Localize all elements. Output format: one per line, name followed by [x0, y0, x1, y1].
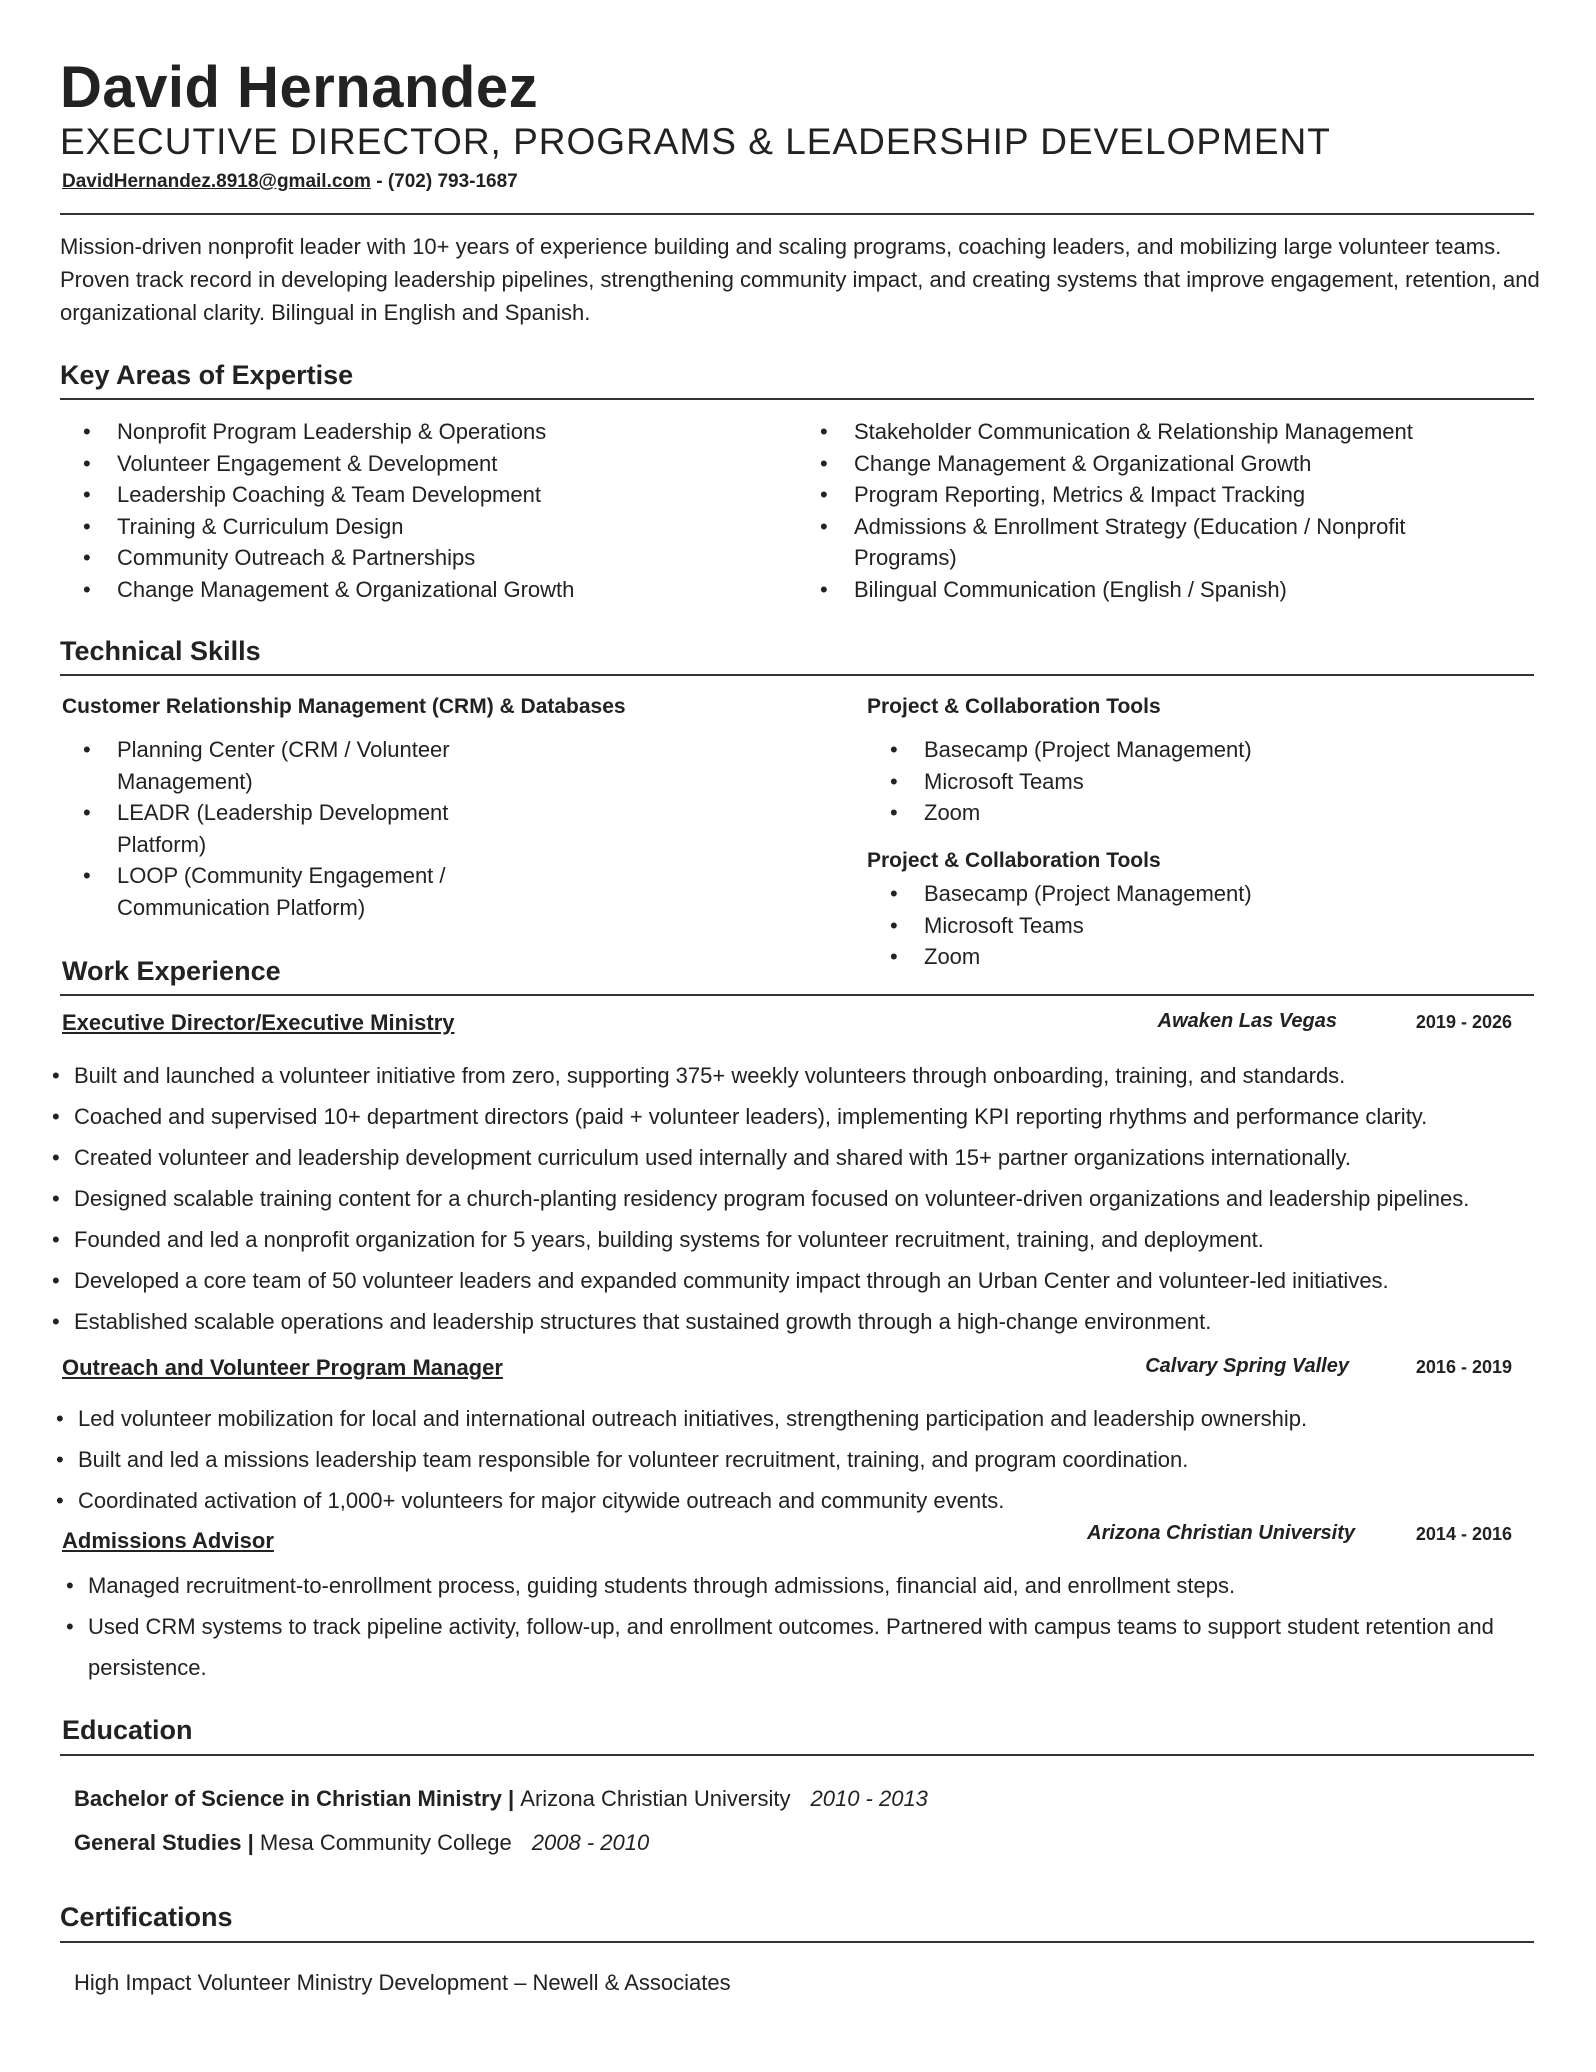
list-item: • Led volunteer mobilization for local and international outreach initiatives, strengthening participation and leadership ownership.: [56, 1398, 1536, 1439]
separator: |: [501, 1786, 521, 1811]
certifications-divider: [60, 1941, 1534, 1943]
header-divider: [60, 213, 1534, 215]
experience-heading: Work Experience: [62, 956, 281, 986]
job-header: [62, 1010, 1512, 1040]
expertise-divider: [60, 398, 1534, 400]
job-title: Executive Director/Executive Ministry: [62, 1010, 455, 1035]
crm-heading: Customer Relationship Management (CRM) & Databases: [62, 695, 626, 718]
job-organization: Calvary Spring Valley: [1145, 1355, 1349, 1377]
education-divider: [60, 1754, 1534, 1756]
expertise-heading: Key Areas of Expertise: [60, 360, 354, 390]
list-item: • Program Reporting, Metrics & Impact Tracking: [797, 479, 1497, 511]
list-item: • Built and launched a volunteer initiative from zero, supporting 375+ weekly volunteers through onboarding, training, and standards.: [52, 1055, 1552, 1096]
list-item: • Basecamp (Project Management): [867, 878, 1467, 910]
list-item: • Microsoft Teams: [867, 910, 1467, 942]
separator: |: [241, 1830, 260, 1855]
list-item: • Coordinated activation of 1,000+ volunteers for major citywide outreach and community events.: [56, 1480, 1536, 1521]
list-item: • Built and led a missions leadership team responsible for volunteer recruitment, training, and program coordination.: [56, 1439, 1536, 1480]
job-title: Outreach and Volunteer Program Manager: [62, 1355, 503, 1380]
list-item: • LEADR (Leadership Development Platform): [60, 797, 490, 860]
summary-text: Mission-driven nonprofit leader with 10+ years of experience building and scaling programs, coaching leaders, and mobilizing large volunteer teams. Proven track record in developing leadership pipelines, strengthening community impact, and creating systems that improve engagement, retention, and organizational clarity. Bilingual in English and Spanish.: [60, 234, 1540, 325]
list-item: • Leadership Coaching & Team Development: [60, 479, 760, 511]
list-item: • Change Management & Organizational Growth: [797, 448, 1497, 480]
tools-list-2: [867, 878, 1467, 973]
list-item: • Microsoft Teams: [867, 766, 1467, 798]
expertise-list-right: [797, 416, 1497, 605]
candidate-title: EXECUTIVE DIRECTOR, PROGRAMS & LEADERSHIP DEVELOPMENT: [60, 121, 1331, 162]
list-item: • Created volunteer and leadership development curriculum used internally and shared with 15+ partner organizations internationally.: [52, 1137, 1552, 1178]
job-years: 2014 - 2016: [1415, 1524, 1512, 1544]
list-item: • Change Management & Organizational Growth: [60, 574, 760, 606]
experience-divider: [60, 994, 1534, 996]
certifications-heading: Certifications: [60, 1902, 233, 1932]
expertise-list-left: [60, 416, 760, 605]
job-years: 2019 - 2026: [1415, 1012, 1512, 1032]
degree: Bachelor of Science in Christian Ministry: [74, 1786, 502, 1811]
tools-heading-1: Project & Collaboration Tools: [867, 695, 1161, 718]
list-item: • Founded and led a nonprofit organization for 5 years, building systems for volunteer recruitment, training, and deployment.: [52, 1219, 1552, 1260]
job-bullets: [66, 1565, 1546, 1688]
list-item: • Used CRM systems to track pipeline activity, follow-up, and enrollment outcomes. Partnered with campus teams to support student retention and persistence.: [66, 1606, 1546, 1688]
list-item: • Established scalable operations and leadership structures that sustained growth through a high-change environment.: [52, 1301, 1552, 1342]
degree: General Studies: [74, 1830, 242, 1855]
education-years: 2010 - 2013: [810, 1786, 928, 1811]
crm-list: [60, 734, 490, 923]
list-item: • Community Outreach & Partnerships: [60, 542, 760, 574]
education-item: [74, 1830, 649, 1856]
list-item: • Training & Curriculum Design: [60, 511, 760, 543]
job-bullets: [56, 1398, 1536, 1521]
list-item: • Volunteer Engagement & Development: [60, 448, 760, 480]
list-item: • Managed recruitment-to-enrollment process, guiding students through admissions, financial aid, and enrollment steps.: [66, 1565, 1546, 1606]
list-item: • Basecamp (Project Management): [867, 734, 1467, 766]
tools-heading-2: Project & Collaboration Tools: [867, 849, 1161, 872]
job-organization: Awaken Las Vegas: [1157, 1010, 1337, 1032]
school: Mesa Community College: [259, 1830, 512, 1855]
school: Arizona Christian University: [520, 1786, 791, 1811]
list-item: • Developed a core team of 50 volunteer leaders and expanded community impact through an Urban Center and volunteer-led initiatives.: [52, 1260, 1552, 1301]
list-item: • Nonprofit Program Leadership & Operations: [60, 416, 760, 448]
education-heading: Education: [62, 1715, 193, 1745]
candidate-name: David Hernandez: [60, 55, 539, 120]
list-item: • LOOP (Community Engagement / Communication Platform): [60, 860, 490, 923]
contact-separator: -: [370, 171, 388, 192]
list-item: • Coached and supervised 10+ department directors (paid + volunteer leaders), implementing KPI reporting rhythms and performance clarity.: [52, 1096, 1552, 1137]
job-header: [62, 1355, 1512, 1385]
technical-divider: [60, 674, 1534, 676]
education-years: 2008 - 2010: [531, 1830, 650, 1855]
job-header: [62, 1522, 1512, 1558]
email-link[interactable]: DavidHernandez.8918@gmail.com: [62, 171, 371, 192]
technical-heading: Technical Skills: [60, 636, 261, 666]
list-item: • Stakeholder Communication & Relationship Management: [797, 416, 1497, 448]
phone-number: (702) 793-1687: [387, 171, 518, 192]
contact-line: [62, 171, 518, 193]
certification-item: High Impact Volunteer Ministry Development – Newell & Associates: [74, 1970, 731, 1995]
list-item: • Admissions & Enrollment Strategy (Education / Nonprofit Programs): [797, 511, 1497, 574]
list-item: • Zoom: [867, 941, 1467, 973]
list-item: • Zoom: [867, 797, 1467, 829]
job-bullets: [52, 1055, 1552, 1342]
job-organization: Arizona Christian University: [1087, 1522, 1355, 1544]
job-years: 2016 - 2019: [1415, 1357, 1512, 1377]
tools-list-1: [867, 734, 1467, 829]
list-item: • Planning Center (CRM / Volunteer Management): [60, 734, 490, 797]
job-title: Admissions Advisor: [62, 1528, 274, 1553]
education-item: [74, 1786, 928, 1812]
list-item: • Designed scalable training content for a church-planting residency program focused on volunteer-driven organizations and leadership pipelines.: [52, 1178, 1552, 1219]
list-item: • Bilingual Communication (English / Spanish): [797, 574, 1497, 606]
